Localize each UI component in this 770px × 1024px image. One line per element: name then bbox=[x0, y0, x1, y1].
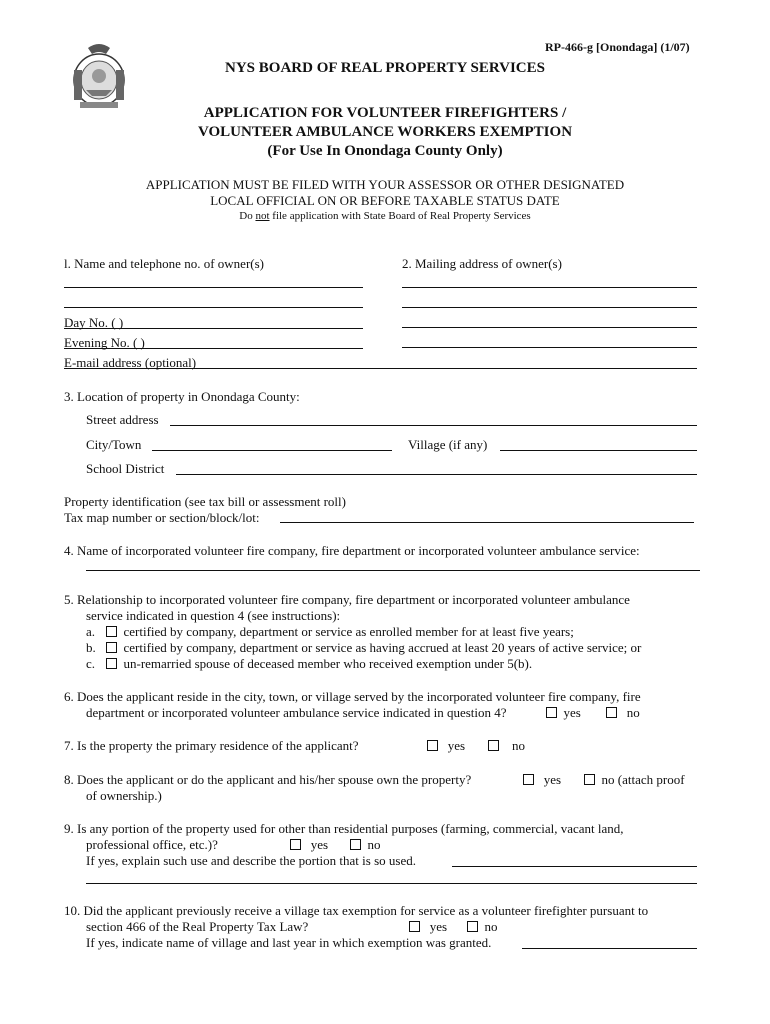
notice-do: Do bbox=[239, 210, 253, 222]
q7-no[interactable] bbox=[488, 738, 525, 754]
q5c-letter: c. bbox=[86, 656, 96, 671]
q5c-text: un-remarried spouse of deceased member who received exemption under 5(b). bbox=[123, 656, 533, 671]
q9-explain-line-2[interactable] bbox=[86, 883, 697, 884]
agency-title: NYS BOARD OF REAL PROPERTY SERVICES bbox=[225, 60, 545, 76]
school-line[interactable] bbox=[176, 474, 697, 475]
q8-no-checkbox[interactable] bbox=[584, 774, 595, 785]
q7-no-checkbox[interactable] bbox=[488, 740, 499, 751]
q10-village-line[interactable] bbox=[522, 948, 697, 949]
q5a-row bbox=[86, 624, 574, 640]
q9-explain-line-1[interactable] bbox=[452, 866, 697, 867]
q6-line2: department or incorporated volunteer ambulance service indicated in question 4? bbox=[86, 705, 507, 720]
q8-no[interactable] bbox=[584, 772, 685, 788]
day-no-line[interactable] bbox=[64, 328, 363, 329]
q1-label: l. Name and telephone no. of owner(s) bbox=[64, 256, 264, 271]
city-line[interactable] bbox=[152, 450, 392, 451]
form-code: RP-466-g [Onondaga] (1/07) bbox=[545, 40, 690, 54]
q2-label: 2. Mailing address of owner(s) bbox=[402, 256, 562, 271]
q9-line2: professional office, etc.)? bbox=[86, 837, 218, 852]
taxmap-label: Tax map number or section/block/lot: bbox=[64, 510, 260, 525]
q9-no[interactable] bbox=[350, 837, 381, 853]
q10-line1: 10. Did the applicant previously receive a village tax exemption for service as a volunteer firefighter pursuant to bbox=[64, 903, 649, 918]
q7-yes-checkbox[interactable] bbox=[427, 740, 438, 751]
notice-line1: APPLICATION MUST BE FILED WITH YOUR ASSESSOR OR OTHER DESIGNATED bbox=[145, 177, 625, 192]
q10-yes-checkbox[interactable] bbox=[409, 921, 420, 932]
owner-name-line-1[interactable] bbox=[64, 287, 363, 288]
q6-yes[interactable] bbox=[546, 705, 581, 721]
q6-yes-checkbox[interactable] bbox=[546, 707, 557, 718]
mailing-line-1[interactable] bbox=[402, 287, 697, 288]
notice-line2: LOCAL OFFICIAL ON OR BEFORE TAXABLE STATUS DATE bbox=[210, 193, 560, 208]
q5-line1: 5. Relationship to incorporated volunteer fire company, fire department or incorporated volunteer ambulance bbox=[64, 592, 630, 607]
q5-line2: service indicated in question 4 (see instructions): bbox=[86, 608, 341, 623]
q3-label: 3. Location of property in Onondaga County: bbox=[64, 389, 300, 404]
q10-yes[interactable] bbox=[409, 919, 447, 935]
q7-yes-label: yes bbox=[447, 738, 466, 753]
q5c-row bbox=[86, 656, 532, 672]
owner-name-line-2[interactable] bbox=[64, 307, 363, 308]
q10-no[interactable] bbox=[467, 919, 498, 935]
q7-no-label: no bbox=[512, 738, 525, 753]
q8-yes-checkbox[interactable] bbox=[523, 774, 534, 785]
q10-no-checkbox[interactable] bbox=[467, 921, 478, 932]
q9-no-label: no bbox=[367, 837, 381, 852]
village-line[interactable] bbox=[500, 450, 697, 451]
q8-yes-label: yes bbox=[543, 772, 562, 787]
q4-label: 4. Name of incorporated volunteer fire company, fire department or incorporated volunteer ambulance service: bbox=[64, 543, 640, 558]
q5a-checkbox[interactable] bbox=[106, 626, 117, 637]
q10-yes-label: yes bbox=[429, 919, 448, 934]
form-title-line3: (For Use In Onondaga County Only) bbox=[267, 143, 503, 159]
q10-line2: section 466 of the Real Property Tax Law? bbox=[86, 919, 309, 934]
village-label: Village (if any) bbox=[408, 437, 488, 452]
q7-yes[interactable] bbox=[427, 738, 465, 754]
q5a-text: certified by company, department or service as enrolled member for at least five years; bbox=[123, 624, 574, 639]
q6-yes-label: yes bbox=[563, 705, 581, 720]
day-no-label: Day No. ( ) bbox=[64, 315, 124, 330]
q9-yes[interactable] bbox=[290, 837, 328, 853]
q8-yes[interactable] bbox=[523, 772, 561, 788]
mailing-line-4[interactable] bbox=[402, 347, 697, 348]
street-line[interactable] bbox=[170, 425, 697, 426]
q4-line[interactable] bbox=[86, 570, 700, 571]
city-label: City/Town bbox=[86, 437, 142, 452]
notice-line3 bbox=[0, 210, 770, 222]
q10-no-label: no bbox=[484, 919, 498, 934]
email-line[interactable] bbox=[64, 368, 697, 369]
q7-label: 7. Is the property the primary residence of the applicant? bbox=[64, 738, 359, 753]
q5a-letter: a. bbox=[86, 624, 96, 639]
q6-no[interactable] bbox=[606, 705, 640, 721]
q5b-text: certified by company, department or service as having accrued at least 20 years of active service; or bbox=[123, 640, 642, 655]
q9-yes-label: yes bbox=[310, 837, 329, 852]
q9-line3: If yes, explain such use and describe the portion that is so used. bbox=[86, 853, 416, 868]
q5b-letter: b. bbox=[86, 640, 96, 655]
q6-no-label: no bbox=[626, 705, 640, 720]
q8-line2: of ownership.) bbox=[86, 788, 162, 803]
school-label: School District bbox=[86, 461, 165, 476]
prop-id-label: Property identification (see tax bill or assessment roll) bbox=[64, 494, 346, 509]
q5c-checkbox[interactable] bbox=[106, 658, 117, 669]
q5b-checkbox[interactable] bbox=[106, 642, 117, 653]
evening-no-label: Evening No. ( ) bbox=[64, 335, 145, 350]
q9-no-checkbox[interactable] bbox=[350, 839, 361, 850]
form-title-line2: VOLUNTEER AMBULANCE WORKERS EXEMPTION bbox=[197, 124, 573, 140]
q6-no-checkbox[interactable] bbox=[606, 707, 617, 718]
q9-line1: 9. Is any portion of the property used for other than residential purposes (farming, commercial, vacant land, bbox=[64, 821, 624, 836]
evening-no-line[interactable] bbox=[64, 348, 363, 349]
q10-line3: If yes, indicate name of village and last year in which exemption was granted. bbox=[86, 935, 492, 950]
notice-not: not bbox=[255, 210, 270, 222]
q6-line1: 6. Does the applicant reside in the city, town, or village served by the incorporated volunteer fire company, fire bbox=[64, 689, 641, 704]
mailing-line-2[interactable] bbox=[402, 307, 697, 308]
notice-rest: file application with State Board of Real Property Services bbox=[272, 210, 531, 222]
mailing-line-3[interactable] bbox=[402, 327, 697, 328]
form-title-line1: APPLICATION FOR VOLUNTEER FIREFIGHTERS / bbox=[203, 105, 567, 121]
q5b-row bbox=[86, 640, 641, 656]
q9-yes-checkbox[interactable] bbox=[290, 839, 301, 850]
taxmap-line[interactable] bbox=[280, 522, 694, 523]
street-label: Street address bbox=[86, 412, 159, 427]
q8-no-label: no (attach proof bbox=[601, 772, 685, 787]
email-label: E-mail address (optional) bbox=[64, 355, 197, 370]
q8-line1: 8. Does the applicant or do the applicant and his/her spouse own the property? bbox=[64, 772, 472, 787]
